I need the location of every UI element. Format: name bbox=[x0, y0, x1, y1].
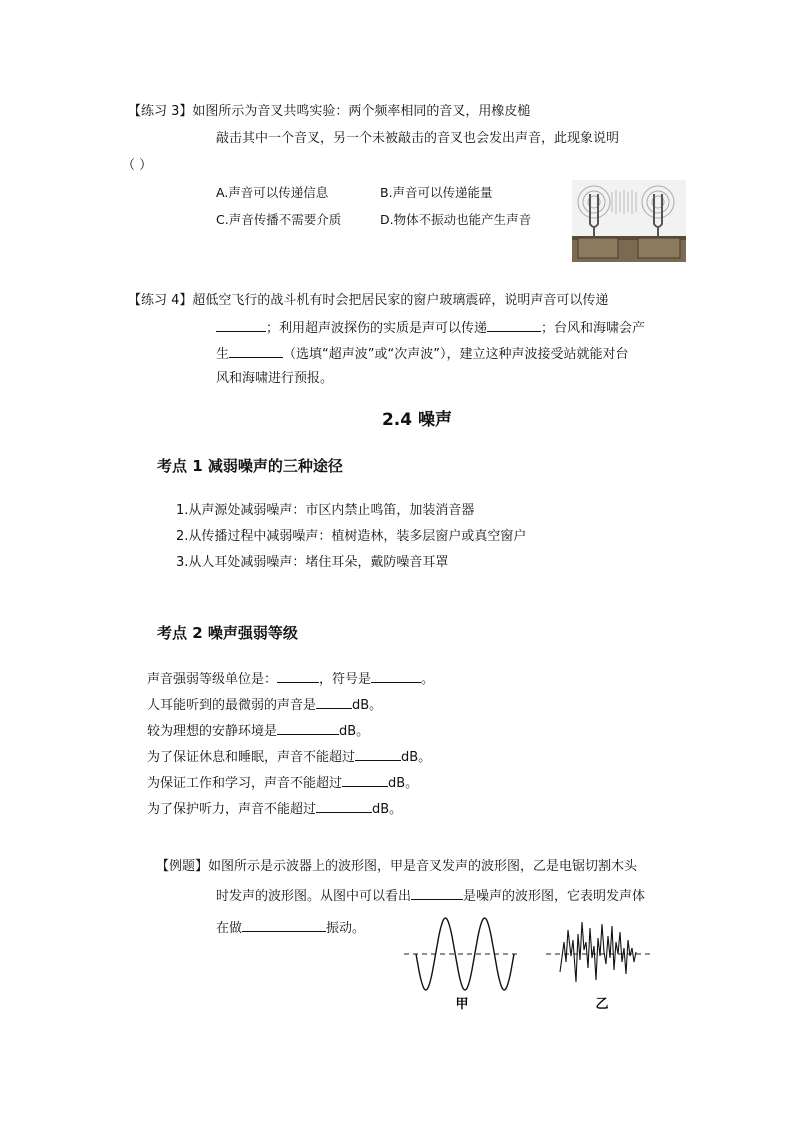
example-text: 是噪声的波形图，它表明发声体 bbox=[463, 889, 646, 904]
tuning-fork-resonance-image bbox=[572, 180, 686, 262]
kp2-title: 考点 2 噪声强弱等级 bbox=[157, 624, 298, 642]
example-label: 【例题】 bbox=[156, 859, 209, 874]
kp2-text: dB。 bbox=[372, 802, 403, 817]
example-text-1: 如图所示是示波器上的波形图，甲是音叉发声的波形图，乙是电锯切割木头 bbox=[208, 859, 638, 874]
kp2-text: 。 bbox=[421, 672, 435, 687]
section-title: 2.4 噪声 bbox=[381, 410, 453, 430]
answer-blank[interactable] bbox=[316, 695, 352, 709]
kp2-line-4 bbox=[147, 747, 431, 767]
saw-noise-waveform bbox=[540, 912, 660, 1012]
answer-blank[interactable] bbox=[316, 799, 372, 813]
kp2-text: dB。 bbox=[401, 750, 432, 765]
option-b: B.声音可以传递能量 bbox=[380, 185, 493, 200]
exercise-4-text-1: 超低空飞行的战斗机有时会把居民家的窗户玻璃震碎，说明声音可以传递 bbox=[192, 293, 609, 308]
exercise-4-line-2 bbox=[216, 318, 645, 338]
kp2-text: dB。 bbox=[352, 698, 383, 713]
kp1-item: 1.从声源处减弱噪声：市区内禁止鸣笛，加装消音器 bbox=[176, 503, 475, 518]
exercise-4-text-3a: 生 bbox=[216, 347, 230, 362]
exercise-3-text-2: 敲击其中一个音叉，另一个未被敲击的音叉也会发出声音，此现象说明 bbox=[216, 131, 620, 146]
answer-blank[interactable] bbox=[342, 773, 388, 787]
kp2-text: 为了保证休息和睡眠，声音不能超过 bbox=[147, 750, 356, 765]
answer-blank[interactable] bbox=[487, 318, 541, 332]
kp2-text: 声音强弱等级单位是： bbox=[147, 672, 278, 687]
tuning-fork-waveform bbox=[402, 912, 522, 1012]
exercise-3-answer-paren: （ ） bbox=[122, 158, 153, 173]
example-text: 在做 bbox=[216, 921, 243, 936]
kp1-item: 2.从传播过程中减弱噪声：植树造林，装多层窗户或真空窗户 bbox=[176, 529, 527, 544]
answer-blank[interactable] bbox=[229, 344, 283, 358]
exercise-4-line-3 bbox=[216, 344, 628, 364]
answer-blank[interactable] bbox=[355, 747, 401, 761]
exercise-4-label: 【练习 4】 bbox=[128, 293, 193, 308]
kp2-text: 较为理想的安静环境是 bbox=[147, 724, 278, 739]
example-text: 时发声的波形图。从图中可以看出 bbox=[216, 889, 412, 904]
exercise-4-text-4: 风和海啸进行预报。 bbox=[216, 371, 334, 386]
kp2-line-3 bbox=[147, 721, 369, 741]
answer-blank[interactable] bbox=[277, 721, 339, 735]
option-a: A.声音可以传递信息 bbox=[216, 185, 329, 200]
example-text: 振动。 bbox=[326, 921, 366, 936]
exercise-3-label: 【练习 3】 bbox=[128, 104, 193, 119]
exercise-3-text-1: 如图所示为音叉共鸣实验：两个频率相同的音叉，用橡皮槌 bbox=[192, 104, 531, 119]
kp2-text: dB。 bbox=[388, 776, 419, 791]
kp2-line-5 bbox=[147, 773, 418, 793]
option-d: D.物体不振动也能产生声音 bbox=[380, 212, 532, 227]
example-line-3 bbox=[216, 918, 365, 938]
answer-blank[interactable] bbox=[277, 669, 319, 683]
answer-blank[interactable] bbox=[371, 669, 421, 683]
kp2-text: 为保证工作和学习，声音不能超过 bbox=[147, 776, 343, 791]
kp2-text: ，符号是 bbox=[319, 672, 372, 687]
exercise-4-line-1 bbox=[128, 292, 608, 310]
kp2-text: 人耳能听到的最微弱的声音是 bbox=[147, 698, 317, 713]
example-line-2 bbox=[216, 886, 645, 906]
exercise-4-text-2a: ；利用超声波探伤的实质是声可以传递 bbox=[266, 321, 488, 336]
kp1-item: 3.从人耳处减弱噪声：堵住耳朵，戴防噪音耳罩 bbox=[176, 555, 449, 570]
kp2-line-1 bbox=[147, 669, 434, 689]
exercise-3-line-1 bbox=[128, 103, 530, 121]
answer-blank[interactable] bbox=[411, 886, 463, 900]
example-line-1 bbox=[156, 858, 637, 876]
waveform-label-jia: 甲 bbox=[455, 997, 469, 1012]
exercise-4-text-2b: ；台风和海啸会产 bbox=[541, 321, 646, 336]
kp1-title: 考点 1 减弱噪声的三种途径 bbox=[157, 457, 343, 475]
kp2-line-6 bbox=[147, 799, 402, 819]
answer-blank[interactable] bbox=[216, 318, 266, 332]
kp2-text: 为了保护听力，声音不能超过 bbox=[147, 802, 317, 817]
kp2-text: dB。 bbox=[339, 724, 370, 739]
waveform-label-yi: 乙 bbox=[595, 997, 609, 1012]
answer-blank[interactable] bbox=[242, 918, 326, 932]
option-c: C.声音传播不需要介质 bbox=[216, 212, 342, 227]
kp2-line-2 bbox=[147, 695, 382, 715]
exercise-4-text-3b: （选填“超声波”或“次声波”），建立这种声波接受站就能对台 bbox=[283, 347, 629, 362]
